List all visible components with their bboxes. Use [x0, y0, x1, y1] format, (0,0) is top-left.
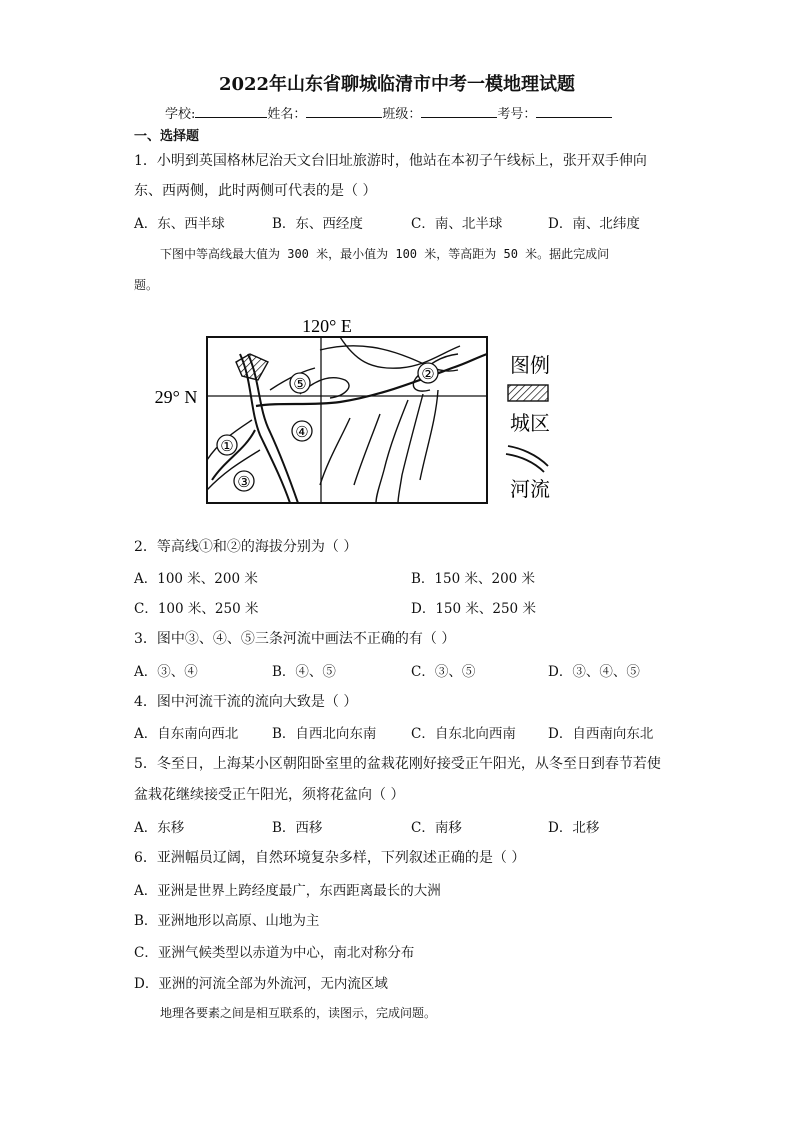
q5-option-a: A．东移 — [134, 820, 185, 836]
legend-city-swatch — [508, 385, 548, 401]
q5-line2: 盆栽花继续接受正午阳光，须将花盆向（ ） — [134, 787, 405, 803]
q3-option-a: A．③、④ — [134, 664, 198, 680]
q4-option-a: A．自东南向西北 — [134, 726, 239, 742]
q3-option-c: C．③、⑤ — [411, 664, 476, 680]
longitude-label: 120° E — [302, 316, 352, 336]
exam-no-label: 考号： — [497, 107, 537, 122]
school-blank — [195, 105, 267, 118]
q3-option-d: D．③、④、⑤ — [548, 664, 640, 680]
school-label: 学校: — [165, 107, 196, 122]
student-info-row — [165, 103, 612, 122]
q1-option-b: B．东、西经度 — [272, 216, 363, 232]
q6-text: 6．亚洲幅员辽阔，自然环境复杂多样，下列叙述正确的是（ ） — [134, 850, 526, 866]
section-title: 一、选择题 — [134, 129, 200, 144]
contour-line-f — [398, 394, 423, 503]
svg-text:②: ② — [421, 367, 435, 383]
marker-3 — [234, 471, 254, 491]
q1-option-c: C．南、北半球 — [411, 216, 503, 232]
class-label: 班级： — [382, 107, 422, 122]
q4-option-b: B．自西北向东南 — [272, 726, 377, 742]
contour-line-d — [340, 337, 460, 368]
legend-title: 图例 — [510, 355, 550, 377]
q6-option-b: B．亚洲地形以高原、山地为主 — [134, 913, 320, 929]
marker-5 — [290, 373, 310, 393]
q2-option-c: C．100 米、250 米 — [134, 601, 259, 617]
page-title: 2022年山东省聊城临清市中考一模地理试题 — [218, 74, 576, 95]
main-river-bank-right — [248, 354, 298, 503]
contour-line-e — [376, 400, 408, 503]
q4-option-d: D．自西南向东北 — [548, 726, 654, 742]
q1-line1: 1．小明到英国格林尼治天文台旧址旅游时，他站在本初子午线标上，张开双手伸向 — [134, 153, 647, 169]
svg-text:③: ③ — [237, 475, 251, 491]
map-intro-line1: 下图中等高线最大值为 300 米，最小值为 100 米，等高距为 50 米。据此完成问 — [160, 247, 610, 261]
q2-option-d: D．150 米、250 米 — [411, 601, 536, 617]
latitude-label: 29° N — [154, 387, 198, 407]
contour-line-h — [354, 414, 380, 485]
class-blank — [421, 105, 497, 118]
next-intro: 地理各要素之间是相互联系的，读图示，完成问题。 — [160, 1006, 437, 1020]
q5-option-d: D．北移 — [548, 820, 600, 836]
name-label: 姓名： — [267, 107, 307, 122]
marker-4 — [292, 421, 312, 441]
marker-2 — [418, 363, 438, 383]
q6-option-c: C．亚洲气候类型以赤道为中心，南北对称分布 — [134, 945, 415, 961]
contour-map — [140, 310, 570, 510]
q1-option-d: D．南、北纬度 — [548, 216, 640, 232]
contour-line-g — [420, 390, 438, 480]
q2-option-b: B．150 米、200 米 — [411, 571, 536, 587]
map-intro-line2: 题。 — [134, 278, 159, 292]
q6-option-a: A．亚洲是世界上跨经度最广，东西距离最长的大洲 — [134, 883, 441, 899]
q4-option-c: C．自东北向西南 — [411, 726, 516, 742]
marker-1 — [217, 435, 237, 455]
q2-option-a: A．100 米、200 米 — [134, 571, 258, 587]
q6-option-d: D．亚洲的河流全部为外流河，无内流区域 — [134, 976, 388, 992]
q1-option-a: A．东、西半球 — [134, 216, 225, 232]
q2-text: 2．等高线①和②的海拔分别为（ ） — [134, 539, 358, 555]
legend-city-label: 城区 — [510, 413, 550, 435]
q3-option-b: B．④、⑤ — [272, 664, 336, 680]
q5-option-b: B．西移 — [272, 820, 323, 836]
name-blank — [306, 105, 382, 118]
svg-text:⑤: ⑤ — [293, 377, 307, 393]
legend-river-bank-bottom — [506, 454, 544, 472]
legend-river-label: 河流 — [510, 479, 550, 501]
svg-text:①: ① — [220, 439, 234, 455]
contour-line-i — [320, 418, 350, 485]
q5-option-c: C．南移 — [411, 820, 462, 836]
exam-no-blank — [536, 105, 612, 118]
contour-line-c — [320, 346, 458, 371]
q5-line1: 5．冬至日，上海某小区朝阳卧室里的盆栽花刚好接受正午阳光，从冬至日到春节若使 — [134, 756, 661, 772]
q1-line2: 东、西两侧，此时两侧可代表的是（ ） — [134, 183, 377, 199]
q4-text: 4．图中河流干流的流向大致是（ ） — [134, 694, 358, 710]
q3-text: 3．图中③、④、⑤三条河流中画法不正确的有（ ） — [134, 631, 456, 647]
svg-text:④: ④ — [295, 425, 309, 441]
